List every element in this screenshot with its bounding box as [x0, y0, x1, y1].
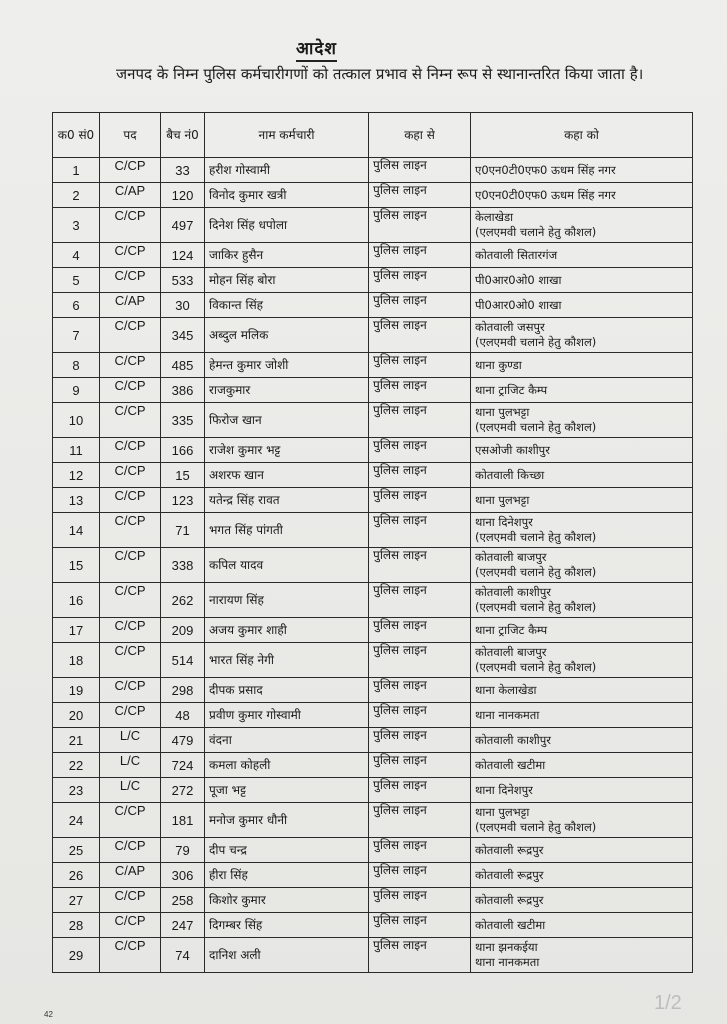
cell-to-line: कोतवाली रूद्रपुर	[475, 867, 544, 882]
cell-to-line: एसओजी काशीपुर	[475, 442, 550, 457]
cell-to-line: थाना नानकमता	[475, 955, 540, 969]
cell-rank: C/CP	[100, 243, 161, 268]
cell-to-line: केलाखेडा	[475, 210, 514, 224]
cell-rank: C/CP	[100, 583, 161, 618]
cell-to-line: कोतवाली बाजपुर	[475, 645, 547, 659]
cell-badge: 335	[161, 403, 205, 438]
cell-from: पुलिस लाइन	[369, 643, 471, 678]
cell-to	[471, 243, 693, 268]
cell-from: पुलिस लाइन	[369, 463, 471, 488]
cell-serial: 6	[53, 293, 100, 318]
cell-to-line: थाना केलाखेडा	[475, 682, 537, 697]
cell-rank: C/CP	[100, 438, 161, 463]
cell-to	[471, 353, 693, 378]
cell-badge: 209	[161, 618, 205, 643]
cell-to	[471, 938, 693, 973]
cell-rank: C/CP	[100, 678, 161, 703]
cell-to-line: थाना दिनेशपुर	[475, 515, 533, 529]
cell-serial: 15	[53, 548, 100, 583]
cell-to	[471, 863, 693, 888]
cell-to-line: कोतवाली रूद्रपुर	[475, 842, 544, 857]
cell-employee-name: दिगम्बर सिंह	[205, 913, 369, 938]
cell-to-line: ए0एन0टी0एफ0 ऊधम सिंह नगर	[475, 187, 616, 202]
cell-employee-name: फिरोज खान	[205, 403, 369, 438]
cell-serial: 28	[53, 913, 100, 938]
cell-badge: 386	[161, 378, 205, 403]
cell-to-line: थाना नानकमता	[475, 707, 540, 722]
table-row	[53, 888, 693, 913]
cell-employee-name: अब्दुल मलिक	[205, 318, 369, 353]
cell-from: पुलिस लाइन	[369, 183, 471, 208]
cell-badge: 71	[161, 513, 205, 548]
cell-from: पुलिस लाइन	[369, 838, 471, 863]
cell-employee-name: दानिश अली	[205, 938, 369, 973]
cell-serial: 26	[53, 863, 100, 888]
cell-badge: 497	[161, 208, 205, 243]
cell-badge: 30	[161, 293, 205, 318]
cell-to-line: कोतवाली खटीमा	[475, 917, 546, 932]
cell-rank: C/CP	[100, 353, 161, 378]
table-header-row	[53, 113, 693, 158]
cell-from: पुलिस लाइन	[369, 728, 471, 753]
table-row	[53, 838, 693, 863]
cell-from: पुलिस लाइन	[369, 618, 471, 643]
cell-badge: 124	[161, 243, 205, 268]
cell-employee-name: दीप चन्द्र	[205, 838, 369, 863]
cell-to-line: (एलएमवी चलाने हेतु कौशल)	[475, 225, 597, 239]
cell-rank: C/CP	[100, 513, 161, 548]
cell-serial: 13	[53, 488, 100, 513]
cell-from: पुलिस लाइन	[369, 703, 471, 728]
cell-serial: 18	[53, 643, 100, 678]
cell-rank: C/CP	[100, 913, 161, 938]
cell-to	[471, 913, 693, 938]
table-row	[53, 678, 693, 703]
cell-to-line: थाना झनकईया	[475, 940, 538, 954]
cell-rank: C/AP	[100, 863, 161, 888]
cell-serial: 25	[53, 838, 100, 863]
header-name: नाम कर्मचारी	[205, 113, 369, 158]
cell-serial: 14	[53, 513, 100, 548]
cell-to	[471, 208, 693, 243]
cell-employee-name: अजय कुमार शाही	[205, 618, 369, 643]
cell-badge: 33	[161, 158, 205, 183]
table-row	[53, 728, 693, 753]
cell-rank: L/C	[100, 753, 161, 778]
cell-badge: 272	[161, 778, 205, 803]
cell-badge: 247	[161, 913, 205, 938]
table-row	[53, 268, 693, 293]
table-row	[53, 318, 693, 353]
intro-paragraph: जनपद के निम्न पुलिस कर्मचारीगणों को तत्काल प्रभाव से निम्न रूप से स्थानान्तरित किया जाता है।	[116, 65, 644, 83]
cell-to-line: (एलएमवी चलाने हेतु कौशल)	[475, 565, 597, 579]
cell-employee-name: किशोर कुमार	[205, 888, 369, 913]
cell-to	[471, 158, 693, 183]
cell-badge: 306	[161, 863, 205, 888]
table-row	[53, 548, 693, 583]
cell-from: पुलिस लाइन	[369, 938, 471, 973]
cell-rank: C/CP	[100, 643, 161, 678]
cell-from: पुलिस लाइन	[369, 158, 471, 183]
cell-rank: C/CP	[100, 618, 161, 643]
cell-to	[471, 293, 693, 318]
cell-from: पुलिस लाइन	[369, 863, 471, 888]
cell-to	[471, 778, 693, 803]
cell-employee-name: पूजा भट्ट	[205, 778, 369, 803]
table-row	[53, 243, 693, 268]
cell-rank: C/CP	[100, 378, 161, 403]
cell-to-line: कोतवाली जसपुर	[475, 320, 545, 334]
cell-badge: 298	[161, 678, 205, 703]
cell-badge: 533	[161, 268, 205, 293]
header-serial: क0 सं0	[53, 113, 100, 158]
cell-from: पुलिस लाइन	[369, 243, 471, 268]
cell-serial: 17	[53, 618, 100, 643]
cell-to-line: (एलएमवी चलाने हेतु कौशल)	[475, 600, 597, 614]
footer-number: 42	[44, 1010, 53, 1019]
cell-employee-name: हेमन्त कुमार जोशी	[205, 353, 369, 378]
cell-from: पुलिस लाइन	[369, 548, 471, 583]
header-rank: पद	[100, 113, 161, 158]
cell-serial: 4	[53, 243, 100, 268]
cell-to	[471, 488, 693, 513]
cell-to-line: कोतवाली किच्छा	[475, 467, 545, 482]
cell-to	[471, 888, 693, 913]
cell-to	[471, 803, 693, 838]
cell-serial: 8	[53, 353, 100, 378]
cell-serial: 12	[53, 463, 100, 488]
cell-rank: C/CP	[100, 463, 161, 488]
cell-rank: C/CP	[100, 208, 161, 243]
cell-badge: 74	[161, 938, 205, 973]
cell-serial: 3	[53, 208, 100, 243]
cell-badge: 724	[161, 753, 205, 778]
cell-to-line: थाना कुण्डा	[475, 357, 522, 372]
table-body	[53, 158, 693, 973]
table-row	[53, 618, 693, 643]
cell-to	[471, 463, 693, 488]
table-row	[53, 378, 693, 403]
table-row	[53, 353, 693, 378]
cell-to-line: (एलएमवी चलाने हेतु कौशल)	[475, 530, 597, 544]
cell-to	[471, 513, 693, 548]
cell-serial: 22	[53, 753, 100, 778]
header-badge: बैच नं0	[161, 113, 205, 158]
document-title: आदेश	[296, 36, 337, 62]
header-from: कहा से	[369, 113, 471, 158]
cell-to-line: (एलएमवी चलाने हेतु कौशल)	[475, 420, 597, 434]
cell-employee-name: भारत सिंह नेगी	[205, 643, 369, 678]
cell-to-line: थाना दिनेशपुर	[475, 782, 533, 797]
cell-employee-name: नारायण सिंह	[205, 583, 369, 618]
cell-employee-name: मनोज कुमार धौनी	[205, 803, 369, 838]
cell-employee-name: विनोद कुमार खत्री	[205, 183, 369, 208]
table-row	[53, 438, 693, 463]
cell-to-line: कोतवाली काशीपुर	[475, 585, 552, 599]
table-row	[53, 703, 693, 728]
cell-from: पुलिस लाइन	[369, 753, 471, 778]
cell-serial: 27	[53, 888, 100, 913]
table-row	[53, 488, 693, 513]
cell-employee-name: वंदना	[205, 728, 369, 753]
table-row	[53, 158, 693, 183]
cell-badge: 48	[161, 703, 205, 728]
cell-employee-name: यतेन्द्र सिंह रावत	[205, 488, 369, 513]
table-row	[53, 183, 693, 208]
cell-from: पुलिस लाइन	[369, 913, 471, 938]
cell-serial: 1	[53, 158, 100, 183]
cell-employee-name: राजकुमार	[205, 378, 369, 403]
cell-to	[471, 318, 693, 353]
cell-serial: 2	[53, 183, 100, 208]
cell-to-line: थाना पुलभट्टा	[475, 405, 530, 419]
cell-badge: 262	[161, 583, 205, 618]
cell-badge: 258	[161, 888, 205, 913]
cell-from: पुलिस लाइन	[369, 318, 471, 353]
cell-to	[471, 548, 693, 583]
cell-to	[471, 643, 693, 678]
cell-badge: 338	[161, 548, 205, 583]
cell-badge: 485	[161, 353, 205, 378]
table-row	[53, 803, 693, 838]
cell-rank: C/CP	[100, 888, 161, 913]
cell-rank: C/CP	[100, 548, 161, 583]
cell-rank: C/CP	[100, 838, 161, 863]
cell-employee-name: हीरा सिंह	[205, 863, 369, 888]
cell-to-line: पी0आर0ओ0 शाखा	[475, 272, 562, 287]
cell-badge: 479	[161, 728, 205, 753]
cell-serial: 20	[53, 703, 100, 728]
cell-employee-name: कपिल यादव	[205, 548, 369, 583]
cell-rank: C/AP	[100, 293, 161, 318]
cell-from: पुलिस लाइन	[369, 888, 471, 913]
cell-rank: C/CP	[100, 488, 161, 513]
cell-to	[471, 678, 693, 703]
cell-to-line: थाना ट्राजिट कैम्प	[475, 622, 548, 637]
cell-rank: L/C	[100, 778, 161, 803]
cell-to	[471, 378, 693, 403]
table-row	[53, 403, 693, 438]
cell-from: पुलिस लाइन	[369, 293, 471, 318]
cell-badge: 514	[161, 643, 205, 678]
cell-to	[471, 183, 693, 208]
cell-to	[471, 268, 693, 293]
cell-to-line: कोतवाली खटीमा	[475, 757, 546, 772]
cell-to-line: थाना ट्राजिट कैम्प	[475, 382, 548, 397]
table-row	[53, 208, 693, 243]
cell-from: पुलिस लाइन	[369, 778, 471, 803]
table-row	[53, 583, 693, 618]
cell-badge: 79	[161, 838, 205, 863]
cell-to-line: कोतवाली काशीपुर	[475, 732, 552, 747]
cell-badge: 345	[161, 318, 205, 353]
cell-employee-name: हरीश गोस्वामी	[205, 158, 369, 183]
cell-badge: 166	[161, 438, 205, 463]
cell-employee-name: दिनेश सिंह धपोला	[205, 208, 369, 243]
table-row	[53, 293, 693, 318]
cell-serial: 23	[53, 778, 100, 803]
cell-from: पुलिस लाइन	[369, 583, 471, 618]
cell-badge: 120	[161, 183, 205, 208]
page-number: 1/2	[654, 992, 682, 1014]
cell-to	[471, 703, 693, 728]
cell-to-line: ए0एन0टी0एफ0 ऊधम सिंह नगर	[475, 162, 616, 177]
cell-to	[471, 838, 693, 863]
cell-serial: 16	[53, 583, 100, 618]
table-row	[53, 513, 693, 548]
cell-from: पुलिस लाइन	[369, 678, 471, 703]
cell-employee-name: दीपक प्रसाद	[205, 678, 369, 703]
table-row	[53, 753, 693, 778]
cell-to	[471, 583, 693, 618]
cell-rank: C/AP	[100, 183, 161, 208]
table-row	[53, 863, 693, 888]
cell-serial: 10	[53, 403, 100, 438]
cell-serial: 21	[53, 728, 100, 753]
transfer-table	[52, 112, 693, 973]
cell-from: पुलिस लाइन	[369, 513, 471, 548]
cell-from: पुलिस लाइन	[369, 488, 471, 513]
cell-to	[471, 728, 693, 753]
cell-to	[471, 753, 693, 778]
cell-from: पुलिस लाइन	[369, 353, 471, 378]
cell-to-line: (एलएमवी चलाने हेतु कौशल)	[475, 660, 597, 674]
cell-rank: C/CP	[100, 803, 161, 838]
cell-employee-name: जाकिर हुसैन	[205, 243, 369, 268]
header-to: कहा को	[471, 113, 693, 158]
cell-to-line: (एलएमवी चलाने हेतु कौशल)	[475, 335, 597, 349]
cell-to-line: कोतवाली सितारगंज	[475, 247, 558, 262]
cell-employee-name: प्रवीण कुमार गोस्वामी	[205, 703, 369, 728]
table-row	[53, 778, 693, 803]
cell-to	[471, 403, 693, 438]
cell-to-line: (एलएमवी चलाने हेतु कौशल)	[475, 820, 597, 834]
cell-serial: 9	[53, 378, 100, 403]
cell-to-line: कोतवाली बाजपुर	[475, 550, 547, 564]
cell-serial: 29	[53, 938, 100, 973]
table-row	[53, 643, 693, 678]
cell-serial: 5	[53, 268, 100, 293]
cell-from: पुलिस लाइन	[369, 438, 471, 463]
table-row	[53, 938, 693, 973]
cell-badge: 181	[161, 803, 205, 838]
cell-employee-name: कमला कोहली	[205, 753, 369, 778]
cell-serial: 7	[53, 318, 100, 353]
cell-to-line: थाना पुलभट्टा	[475, 805, 530, 819]
cell-from: पुलिस लाइन	[369, 403, 471, 438]
cell-employee-name: राजेश कुमार भट्ट	[205, 438, 369, 463]
table-row	[53, 913, 693, 938]
cell-badge: 123	[161, 488, 205, 513]
cell-serial: 11	[53, 438, 100, 463]
cell-employee-name: विकान्त सिंह	[205, 293, 369, 318]
cell-to-line: कोतवाली रूद्रपुर	[475, 892, 544, 907]
cell-from: पुलिस लाइन	[369, 378, 471, 403]
cell-rank: L/C	[100, 728, 161, 753]
cell-rank: C/CP	[100, 268, 161, 293]
cell-employee-name: भगत सिंह पांगती	[205, 513, 369, 548]
cell-employee-name: मोहन सिंह बोरा	[205, 268, 369, 293]
cell-rank: C/CP	[100, 703, 161, 728]
cell-from: पुलिस लाइन	[369, 803, 471, 838]
cell-from: पुलिस लाइन	[369, 268, 471, 293]
cell-to	[471, 618, 693, 643]
cell-to-line: पी0आर0ओ0 शाखा	[475, 297, 562, 312]
cell-serial: 19	[53, 678, 100, 703]
cell-to-line: थाना पुलभट्टा	[475, 492, 530, 507]
cell-to	[471, 438, 693, 463]
cell-rank: C/CP	[100, 938, 161, 973]
cell-badge: 15	[161, 463, 205, 488]
cell-serial: 24	[53, 803, 100, 838]
cell-from: पुलिस लाइन	[369, 208, 471, 243]
table-row	[53, 463, 693, 488]
cell-rank: C/CP	[100, 403, 161, 438]
cell-employee-name: अशरफ खान	[205, 463, 369, 488]
cell-rank: C/CP	[100, 158, 161, 183]
cell-rank: C/CP	[100, 318, 161, 353]
